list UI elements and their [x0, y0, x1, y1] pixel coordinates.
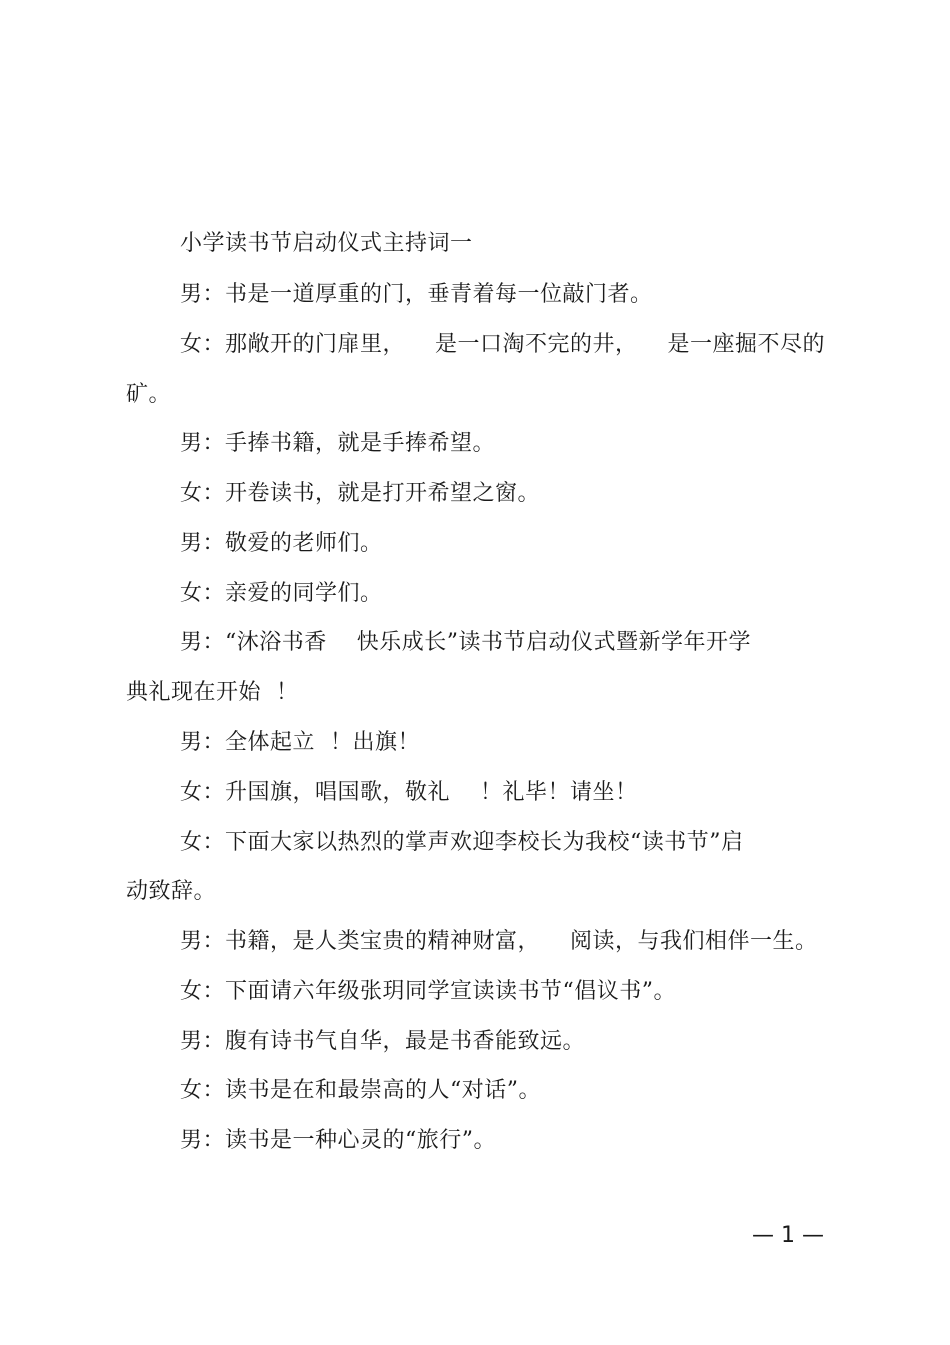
script-line: 女：开卷读书，就是打开希望之窗。	[180, 481, 541, 506]
document-title: 小学读书节启动仪式主持词一	[180, 231, 473, 256]
script-line: 男：腹有诗书气自华，最是书香能致远。	[180, 1029, 586, 1054]
script-line: 女：下面大家以热烈的掌声欢迎李校长为我校“读书节”启	[180, 830, 744, 855]
script-line: 女：读书是在和最崇高的人“对话”。	[180, 1078, 541, 1103]
script-line: 女：那敞开的门扉里， 是一口淘不完的井， 是一座掘不尽的	[180, 332, 825, 357]
script-line: 女：亲爱的同学们。	[180, 581, 383, 606]
script-line: 女：下面请六年级张玥同学宣读读书节“倡议书”。	[180, 979, 676, 1004]
script-line: 男：书籍，是人类宝贵的精神财富， 阅读，与我们相伴一生。	[180, 929, 818, 954]
script-line: 女：升国旗，唱国歌，敬礼 ！礼毕！请坐！	[180, 780, 638, 805]
script-line-continuation: 典礼现在开始 ！	[126, 680, 299, 705]
script-line: 男：书是一道厚重的门，垂青着每一位敲门者。	[180, 282, 653, 307]
script-line: 男：手捧书籍，就是手捧希望。	[180, 431, 496, 456]
script-line: 男：“沐浴书香 快乐成长”读书节启动仪式暨新学年开学	[180, 630, 751, 655]
script-line-continuation: 矿。	[126, 382, 172, 407]
script-line-continuation: 动致辞。	[126, 879, 217, 904]
script-line: 男：读书是一种心灵的“旅行”。	[180, 1128, 496, 1153]
page-number: — 1 —	[752, 1223, 824, 1248]
script-line: 男：敬爱的老师们。	[180, 531, 383, 556]
script-line: 男：全体起立 ！出旗！	[180, 730, 420, 755]
